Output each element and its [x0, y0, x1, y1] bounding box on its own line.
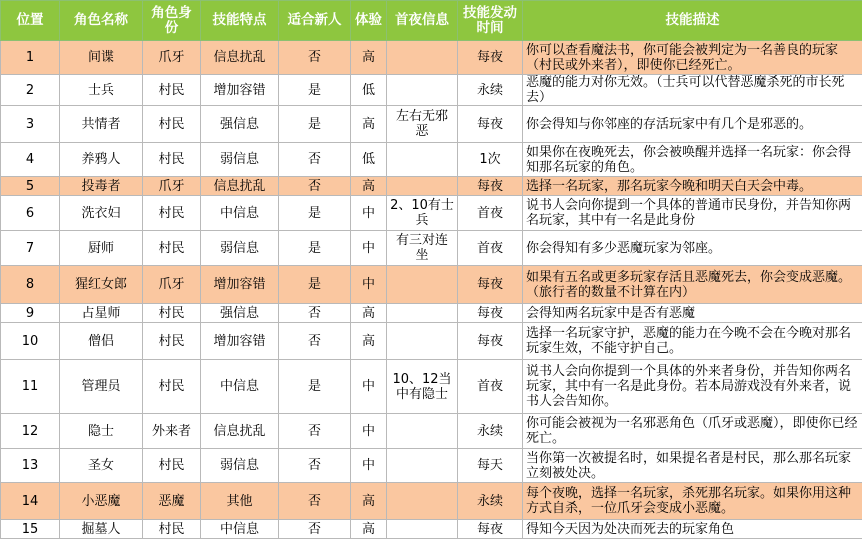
cell-newbie-friendly: 是 — [279, 196, 351, 231]
cell-experience: 中 — [351, 414, 387, 449]
cell-skill-description: 当你第一次被提名时，如果提名者是村民，那么那名玩家立刻被处决。 — [523, 449, 862, 483]
cell-newbie-friendly: 否 — [279, 177, 351, 196]
cell-skill-trait: 弱信息 — [201, 143, 279, 177]
cell-skill-description: 会得知两名玩家中是否有恶魔 — [523, 304, 862, 323]
header-first-night-info: 首夜信息 — [387, 1, 458, 41]
cell-position: 2 — [1, 75, 60, 106]
cell-newbie-friendly: 否 — [279, 143, 351, 177]
cell-role-name: 士兵 — [60, 75, 143, 106]
cell-role-identity: 村民 — [143, 520, 201, 539]
cell-skill-timing: 每夜 — [458, 520, 523, 539]
cell-newbie-friendly: 否 — [279, 520, 351, 539]
cell-experience: 低 — [351, 143, 387, 177]
cell-skill-trait: 信息扰乱 — [201, 41, 279, 75]
cell-newbie-friendly: 是 — [279, 106, 351, 143]
cell-skill-timing: 每天 — [458, 449, 523, 483]
cell-skill-description: 如果有五名或更多玩家存活且恶魔死去，你会变成恶魔。（旅行者的数量不计算在内） — [523, 266, 862, 304]
cell-role-identity: 村民 — [143, 143, 201, 177]
header-position: 位置 — [1, 1, 60, 41]
cell-role-name: 掘墓人 — [60, 520, 143, 539]
table-row — [1, 414, 862, 449]
cell-skill-trait: 中信息 — [201, 360, 279, 414]
cell-skill-timing: 每夜 — [458, 266, 523, 304]
cell-position: 8 — [1, 266, 60, 304]
header-experience: 体验 — [351, 1, 387, 41]
cell-newbie-friendly: 否 — [279, 41, 351, 75]
header-skill-trait: 技能特点 — [201, 1, 279, 41]
cell-first-night-info — [387, 520, 458, 539]
cell-skill-description: 恶魔的能力对你无效。（士兵可以代替恶魔杀死的市长死去） — [523, 75, 862, 106]
cell-experience: 中 — [351, 449, 387, 483]
header-newbie-friendly: 适合新人 — [279, 1, 351, 41]
cell-experience: 高 — [351, 520, 387, 539]
cell-skill-trait: 弱信息 — [201, 231, 279, 266]
cell-first-night-info — [387, 41, 458, 75]
cell-position: 9 — [1, 304, 60, 323]
cell-role-identity: 村民 — [143, 360, 201, 414]
cell-newbie-friendly: 否 — [279, 304, 351, 323]
cell-position: 1 — [1, 41, 60, 75]
table-row — [1, 304, 862, 323]
cell-role-name: 养鸦人 — [60, 143, 143, 177]
cell-experience: 高 — [351, 304, 387, 323]
cell-role-identity: 村民 — [143, 196, 201, 231]
cell-first-night-info — [387, 266, 458, 304]
cell-role-name: 间谍 — [60, 41, 143, 75]
cell-first-night-info — [387, 323, 458, 360]
table-row — [1, 177, 862, 196]
header-skill-timing: 技能发动时间 — [458, 1, 523, 41]
cell-role-identity: 爪牙 — [143, 177, 201, 196]
cell-skill-description: 如果你在夜晚死去，你会被唤醒并选择一名玩家：你会得知那名玩家的角色。 — [523, 143, 862, 177]
cell-role-name: 猩红女郎 — [60, 266, 143, 304]
cell-role-name: 管理员 — [60, 360, 143, 414]
cell-first-night-info — [387, 414, 458, 449]
cell-position: 15 — [1, 520, 60, 539]
cell-skill-description: 你可能会被视为一名邪恶角色（爪牙或恶魔），即使你已经死亡。 — [523, 414, 862, 449]
cell-position: 13 — [1, 449, 60, 483]
cell-role-identity: 外来者 — [143, 414, 201, 449]
cell-skill-timing: 首夜 — [458, 360, 523, 414]
table-row — [1, 106, 862, 143]
cell-role-identity: 爪牙 — [143, 266, 201, 304]
cell-skill-trait: 强信息 — [201, 304, 279, 323]
cell-role-name: 小恶魔 — [60, 483, 143, 520]
cell-first-night-info — [387, 449, 458, 483]
table-row — [1, 143, 862, 177]
cell-skill-timing: 每夜 — [458, 177, 523, 196]
cell-skill-timing: 每夜 — [458, 41, 523, 75]
cell-first-night-info: 有三对连坐 — [387, 231, 458, 266]
cell-skill-description: 说书人会向你提到一个具体的外来者身份，并告知你两名玩家，其中有一名是此身份。若本局游戏没有外来者，说书人会告知你。 — [523, 360, 862, 414]
cell-skill-trait: 强信息 — [201, 106, 279, 143]
cell-skill-description: 你会得知有多少恶魔玩家为邻座。 — [523, 231, 862, 266]
cell-skill-trait: 中信息 — [201, 196, 279, 231]
table-row — [1, 449, 862, 483]
cell-first-night-info — [387, 304, 458, 323]
cell-skill-trait: 增加容错 — [201, 323, 279, 360]
cell-experience: 高 — [351, 177, 387, 196]
cell-experience: 高 — [351, 323, 387, 360]
cell-first-night-info: 2、10有士兵 — [387, 196, 458, 231]
header-skill-description: 技能描述 — [523, 1, 862, 41]
cell-role-identity: 村民 — [143, 449, 201, 483]
cell-skill-timing: 永续 — [458, 414, 523, 449]
cell-position: 4 — [1, 143, 60, 177]
cell-experience: 中 — [351, 196, 387, 231]
cell-role-identity: 村民 — [143, 304, 201, 323]
cell-experience: 中 — [351, 231, 387, 266]
header-role-identity: 角色身份 — [143, 1, 201, 41]
cell-skill-trait: 弱信息 — [201, 449, 279, 483]
cell-role-name: 共情者 — [60, 106, 143, 143]
cell-first-night-info: 10、12当中有隐士 — [387, 360, 458, 414]
cell-first-night-info — [387, 483, 458, 520]
cell-experience: 中 — [351, 360, 387, 414]
cell-first-night-info — [387, 143, 458, 177]
cell-role-identity: 村民 — [143, 231, 201, 266]
cell-experience: 高 — [351, 41, 387, 75]
table-row — [1, 323, 862, 360]
cell-first-night-info: 左右无邪恶 — [387, 106, 458, 143]
cell-experience: 高 — [351, 483, 387, 520]
cell-skill-description: 你可以查看魔法书，你可能会被判定为一名善良的玩家（村民或外来者），即使你已经死亡。 — [523, 41, 862, 75]
table-body — [1, 41, 862, 539]
cell-skill-trait: 中信息 — [201, 520, 279, 539]
cell-newbie-friendly: 是 — [279, 360, 351, 414]
cell-role-name: 圣女 — [60, 449, 143, 483]
cell-skill-timing: 每夜 — [458, 323, 523, 360]
cell-skill-timing: 首夜 — [458, 231, 523, 266]
cell-first-night-info — [387, 177, 458, 196]
cell-skill-trait: 其他 — [201, 483, 279, 520]
cell-skill-timing: 永续 — [458, 75, 523, 106]
cell-skill-timing: 永续 — [458, 483, 523, 520]
cell-newbie-friendly: 否 — [279, 414, 351, 449]
table-row — [1, 196, 862, 231]
cell-skill-timing: 每夜 — [458, 304, 523, 323]
cell-role-name: 厨师 — [60, 231, 143, 266]
cell-skill-trait: 增加容错 — [201, 266, 279, 304]
cell-skill-trait: 信息扰乱 — [201, 414, 279, 449]
cell-position: 5 — [1, 177, 60, 196]
table-row — [1, 360, 862, 414]
cell-role-identity: 村民 — [143, 75, 201, 106]
cell-position: 14 — [1, 483, 60, 520]
table-row — [1, 483, 862, 520]
cell-skill-timing: 每夜 — [458, 106, 523, 143]
table-row — [1, 266, 862, 304]
cell-skill-trait: 信息扰乱 — [201, 177, 279, 196]
cell-skill-trait: 增加容错 — [201, 75, 279, 106]
cell-newbie-friendly: 否 — [279, 323, 351, 360]
cell-role-identity: 爪牙 — [143, 41, 201, 75]
header-role-name: 角色名称 — [60, 1, 143, 41]
cell-position: 10 — [1, 323, 60, 360]
table-row — [1, 231, 862, 266]
cell-skill-description: 每个夜晚，选择一名玩家，杀死那名玩家。如果你用这种方式自杀，一位爪牙会变成小恶魔。 — [523, 483, 862, 520]
cell-first-night-info — [387, 75, 458, 106]
cell-role-identity: 村民 — [143, 106, 201, 143]
cell-role-name: 僧侣 — [60, 323, 143, 360]
cell-role-identity: 恶魔 — [143, 483, 201, 520]
cell-skill-timing: 首夜 — [458, 196, 523, 231]
cell-newbie-friendly: 否 — [279, 449, 351, 483]
cell-position: 7 — [1, 231, 60, 266]
cell-role-name: 投毒者 — [60, 177, 143, 196]
table-row — [1, 520, 862, 539]
cell-position: 11 — [1, 360, 60, 414]
cell-newbie-friendly: 是 — [279, 75, 351, 106]
cell-experience: 低 — [351, 75, 387, 106]
cell-role-name: 洗衣妇 — [60, 196, 143, 231]
cell-skill-description: 你会得知与你邻座的存活玩家中有几个是邪恶的。 — [523, 106, 862, 143]
header-row — [1, 1, 862, 41]
cell-skill-description: 说书人会向你提到一个具体的普通市民身份，并告知你两名玩家，其中有一名是此身份 — [523, 196, 862, 231]
cell-skill-timing: 1次 — [458, 143, 523, 177]
cell-position: 6 — [1, 196, 60, 231]
cell-experience: 中 — [351, 266, 387, 304]
table-row — [1, 75, 862, 106]
cell-newbie-friendly: 是 — [279, 231, 351, 266]
table-row — [1, 41, 862, 75]
cell-role-name: 隐士 — [60, 414, 143, 449]
cell-newbie-friendly: 否 — [279, 483, 351, 520]
cell-skill-description: 选择一名玩家，那名玩家今晚和明天白天会中毒。 — [523, 177, 862, 196]
cell-newbie-friendly: 是 — [279, 266, 351, 304]
cell-position: 3 — [1, 106, 60, 143]
cell-experience: 高 — [351, 106, 387, 143]
cell-skill-description: 选择一名玩家守护，恶魔的能力在今晚不会在今晚对那名玩家生效，不能守护自己。 — [523, 323, 862, 360]
cell-position: 12 — [1, 414, 60, 449]
cell-role-name: 占星师 — [60, 304, 143, 323]
cell-role-identity: 村民 — [143, 323, 201, 360]
cell-skill-description: 得知今天因为处决而死去的玩家角色 — [523, 520, 862, 539]
